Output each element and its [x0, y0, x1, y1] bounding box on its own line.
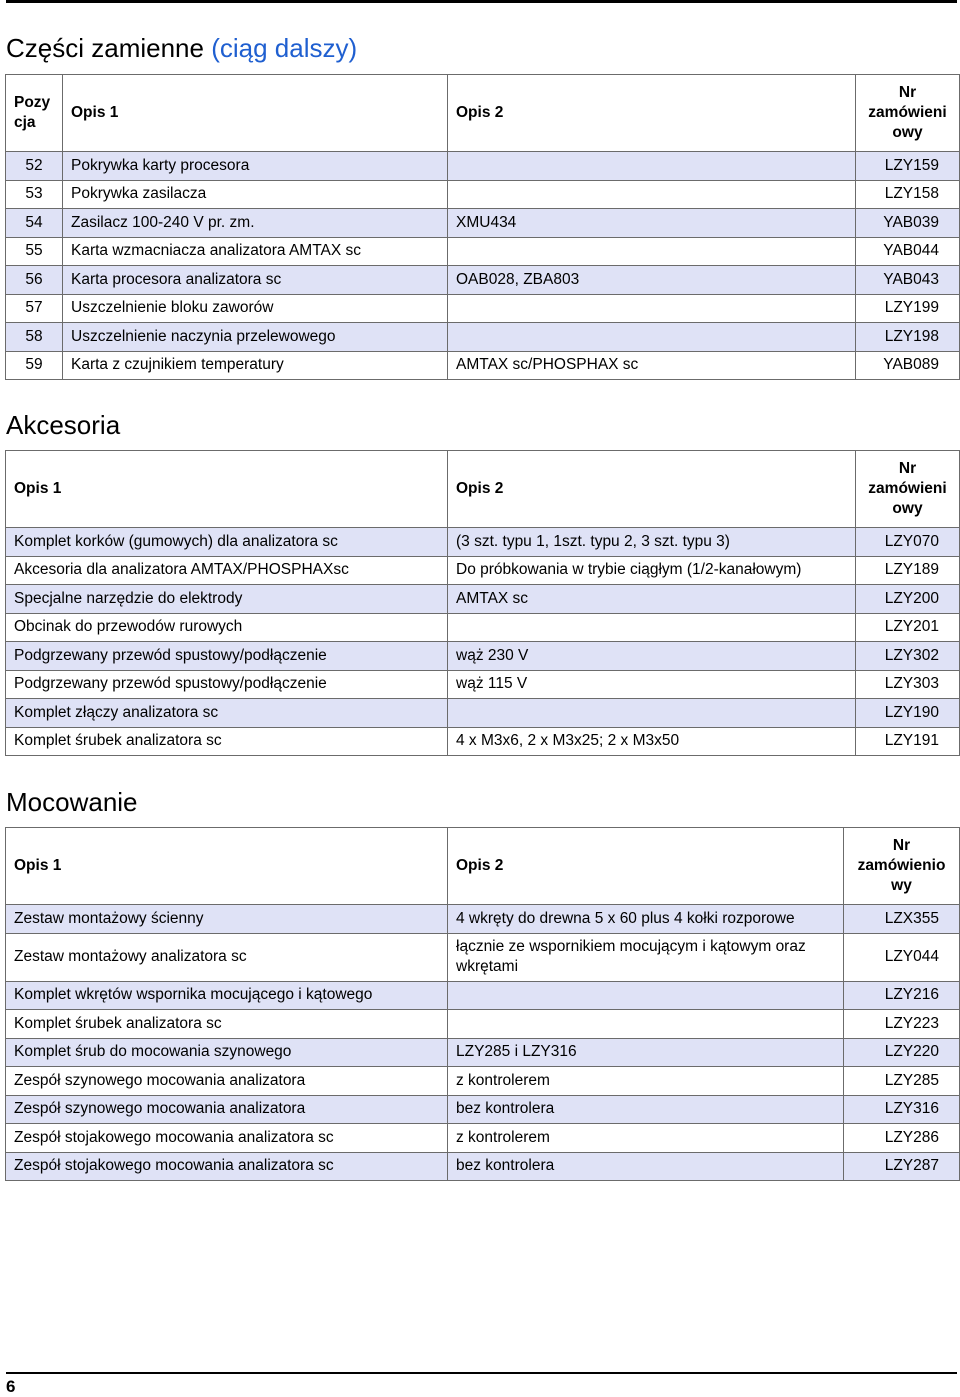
order-number-cell: LZY189 — [856, 556, 960, 585]
table-row — [6, 1067, 960, 1096]
accessories-table — [5, 450, 960, 756]
table-header-row — [6, 828, 960, 905]
table-row — [6, 670, 960, 699]
description-1-cell: Akcesoria dla analizatora AMTAX/PHOSPHAXsc — [6, 556, 448, 585]
order-number-cell: LZY158 — [856, 180, 960, 209]
table-row — [6, 152, 960, 181]
order-number-cell: LZY200 — [856, 585, 960, 614]
description-1-cell: Zestaw montażowy analizatora sc — [6, 933, 448, 981]
order-number-cell: LZY191 — [856, 727, 960, 756]
description-2-cell — [448, 1010, 844, 1039]
column-header-order-number: Nr zamówienio wy — [844, 828, 960, 905]
description-2-cell: bez kontrolera — [448, 1152, 844, 1181]
page-title-continued: (ciąg dalszy) — [211, 33, 358, 63]
description-1-cell: Zasilacz 100-240 V pr. zm. — [63, 209, 448, 238]
page-title — [6, 31, 357, 65]
column-header-description-2: Opis 2 — [448, 75, 856, 152]
footer-rule — [6, 1372, 957, 1374]
column-header-description-2: Opis 2 — [448, 828, 844, 905]
description-1-cell: Zespół stojakowego mocowania analizatora sc — [6, 1124, 448, 1153]
table-row — [6, 699, 960, 728]
description-2-cell — [448, 180, 856, 209]
column-header-description-1: Opis 1 — [6, 828, 448, 905]
order-number-cell: YAB039 — [856, 209, 960, 238]
description-2-cell — [448, 294, 856, 323]
table-row — [6, 209, 960, 238]
column-header-description-1: Opis 1 — [63, 75, 448, 152]
order-number-cell: YAB044 — [856, 237, 960, 266]
table-header-row — [6, 451, 960, 528]
order-number-cell: LZY223 — [844, 1010, 960, 1039]
description-1-cell: Specjalne narzędzie do elektrody — [6, 585, 448, 614]
order-number-cell: LZY286 — [844, 1124, 960, 1153]
description-1-cell: Komplet korków (gumowych) dla analizatora sc — [6, 528, 448, 557]
table-row — [6, 1010, 960, 1039]
description-1-cell: Pokrywka zasilacza — [63, 180, 448, 209]
description-2-cell: OAB028, ZBA803 — [448, 266, 856, 295]
position-cell: 59 — [6, 351, 63, 380]
order-number-cell: LZY159 — [856, 152, 960, 181]
order-number-cell: LZX355 — [844, 905, 960, 934]
description-1-cell: Zespół szynowego mocowania analizatora — [6, 1095, 448, 1124]
description-2-cell: z kontrolerem — [448, 1067, 844, 1096]
description-1-cell: Uszczelnienie bloku zaworów — [63, 294, 448, 323]
order-number-cell: LZY070 — [856, 528, 960, 557]
table-row — [6, 727, 960, 756]
order-number-cell: LZY216 — [844, 981, 960, 1010]
description-1-cell: Komplet śrubek analizatora sc — [6, 1010, 448, 1039]
description-1-cell: Uszczelnienie naczynia przelewowego — [63, 323, 448, 352]
table-row — [6, 180, 960, 209]
description-2-cell — [448, 699, 856, 728]
description-1-cell: Karta procesora analizatora sc — [63, 266, 448, 295]
position-cell: 54 — [6, 209, 63, 238]
description-1-cell: Zespół szynowego mocowania analizatora — [6, 1067, 448, 1096]
order-number-cell: LZY302 — [856, 642, 960, 671]
section-title-mounting: Mocowanie — [6, 787, 138, 817]
description-2-cell: AMTAX sc/PHOSPHAX sc — [448, 351, 856, 380]
description-2-cell: wąż 115 V — [448, 670, 856, 699]
description-1-cell: Obcinak do przewodów rurowych — [6, 613, 448, 642]
table-row — [6, 351, 960, 380]
column-header-order-number: Nr zamówieni owy — [856, 75, 960, 152]
description-2-cell — [448, 981, 844, 1010]
section-title-accessories: Akcesoria — [6, 410, 121, 440]
description-2-cell: (3 szt. typu 1, 1szt. typu 2, 3 szt. typu 3) — [448, 528, 856, 557]
description-1-cell: Podgrzewany przewód spustowy/podłączenie — [6, 642, 448, 671]
description-2-cell — [448, 613, 856, 642]
description-2-cell — [448, 323, 856, 352]
description-1-cell: Komplet śrub do mocowania szynowego — [6, 1038, 448, 1067]
position-cell: 57 — [6, 294, 63, 323]
description-1-cell: Podgrzewany przewód spustowy/podłączenie — [6, 670, 448, 699]
table-row — [6, 294, 960, 323]
position-cell: 55 — [6, 237, 63, 266]
order-number-cell: LZY190 — [856, 699, 960, 728]
description-2-cell — [448, 237, 856, 266]
order-number-cell: LZY201 — [856, 613, 960, 642]
description-1-cell: Komplet wkrętów wspornika mocującego i kątowego — [6, 981, 448, 1010]
position-cell: 56 — [6, 266, 63, 295]
top-rule — [6, 0, 957, 3]
page-title-main: Części zamienne — [6, 33, 204, 63]
order-number-cell: YAB043 — [856, 266, 960, 295]
page-number: 6 — [6, 1377, 16, 1396]
column-header-description-2: Opis 2 — [448, 451, 856, 528]
order-number-cell: YAB089 — [856, 351, 960, 380]
order-number-cell: LZY220 — [844, 1038, 960, 1067]
mounting-table — [5, 827, 960, 1181]
description-1-cell: Komplet złączy analizatora sc — [6, 699, 448, 728]
description-1-cell: Karta z czujnikiem temperatury — [63, 351, 448, 380]
table-row — [6, 528, 960, 557]
column-header-position: Pozy cja — [6, 75, 63, 152]
order-number-cell: LZY287 — [844, 1152, 960, 1181]
order-number-cell: LZY285 — [844, 1067, 960, 1096]
description-2-cell: LZY285 i LZY316 — [448, 1038, 844, 1067]
description-2-cell: XMU434 — [448, 209, 856, 238]
order-number-cell: LZY044 — [844, 933, 960, 981]
description-2-cell: łącznie ze wspornikiem mocującym i kątowym oraz wkrętami — [448, 933, 844, 981]
position-cell: 53 — [6, 180, 63, 209]
position-cell: 52 — [6, 152, 63, 181]
position-cell: 58 — [6, 323, 63, 352]
column-header-description-1: Opis 1 — [6, 451, 448, 528]
order-number-cell: LZY199 — [856, 294, 960, 323]
column-header-order-number: Nr zamówieni owy — [856, 451, 960, 528]
table-row — [6, 933, 960, 981]
table-row — [6, 613, 960, 642]
description-2-cell: wąż 230 V — [448, 642, 856, 671]
table-row — [6, 1152, 960, 1181]
table-row — [6, 1038, 960, 1067]
table-header-row — [6, 75, 960, 152]
table-row — [6, 556, 960, 585]
parts-table — [5, 74, 960, 380]
description-1-cell: Pokrywka karty procesora — [63, 152, 448, 181]
table-row — [6, 585, 960, 614]
description-1-cell: Komplet śrubek analizatora sc — [6, 727, 448, 756]
description-2-cell: 4 x M3x6, 2 x M3x25; 2 x M3x50 — [448, 727, 856, 756]
description-2-cell: AMTAX sc — [448, 585, 856, 614]
description-2-cell: z kontrolerem — [448, 1124, 844, 1153]
table-row — [6, 237, 960, 266]
table-row — [6, 1095, 960, 1124]
order-number-cell: LZY316 — [844, 1095, 960, 1124]
order-number-cell: LZY198 — [856, 323, 960, 352]
table-row — [6, 905, 960, 934]
table-row — [6, 1124, 960, 1153]
description-2-cell: bez kontrolera — [448, 1095, 844, 1124]
description-1-cell: Zestaw montażowy ścienny — [6, 905, 448, 934]
description-1-cell: Zespół stojakowego mocowania analizatora sc — [6, 1152, 448, 1181]
table-row — [6, 266, 960, 295]
table-row — [6, 981, 960, 1010]
table-row — [6, 323, 960, 352]
description-2-cell — [448, 152, 856, 181]
description-1-cell: Karta wzmacniacza analizatora AMTAX sc — [63, 237, 448, 266]
description-2-cell: 4 wkręty do drewna 5 x 60 plus 4 kołki rozporowe — [448, 905, 844, 934]
table-row — [6, 642, 960, 671]
description-2-cell: Do próbkowania w trybie ciągłym (1/2-kanałowym) — [448, 556, 856, 585]
order-number-cell: LZY303 — [856, 670, 960, 699]
